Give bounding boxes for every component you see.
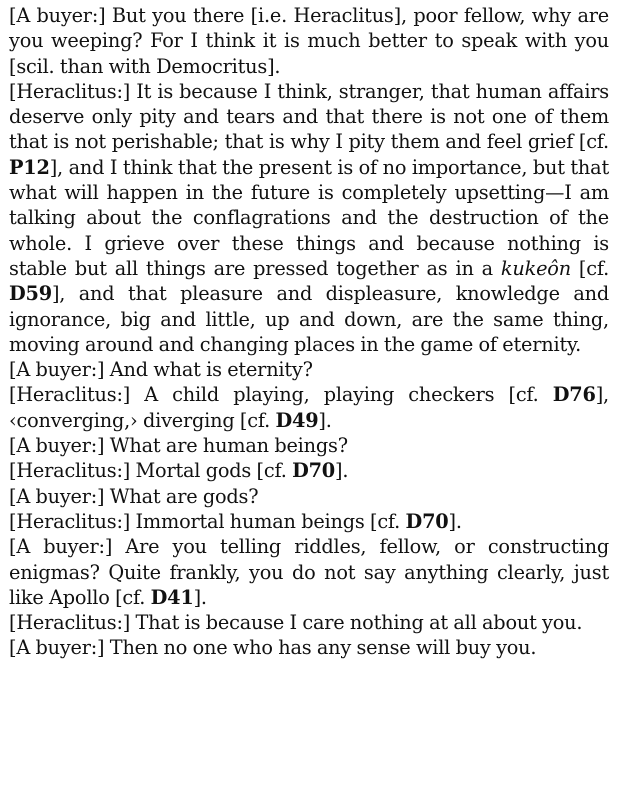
text-segment: ]. [318,408,332,432]
dialogue-paragraph [9,534,609,610]
fragment-reference: D59 [9,282,52,306]
text-segment: ]. [448,509,462,533]
fragment-reference: P12 [9,155,50,179]
dialogue-paragraph [9,458,609,483]
fragment-reference: D49 [275,408,319,432]
fragment-reference: D41 [150,585,194,609]
dialogue-paragraph [9,382,609,433]
text-segment: [Heraclitus:] That is because I care nothing at all about you. [9,611,583,635]
text-segment: ], and I think that the present is of no importance, but that what will happen in the future is completely upsetting—I am talking about the conflagrations and the destruction of the whole. I grieve over these things and because nothing is stable but all things are pressed together as in a [9,155,609,280]
text-segment: [A buyer:] Then no one who has any sense will buy you. [9,636,537,660]
text-segment: [A buyer:] What are gods? [9,484,259,508]
text-segment: [cf. [570,256,610,280]
text-segment: [A buyer:] Are you telling riddles, fellow, or constructing enigmas? Quite frankly, you do not say anything clearly, just like Apollo [cf. [9,535,609,609]
text-segment: [Heraclitus:] Immortal human beings [cf. [9,509,406,533]
text-segment: ], ‹converging,› diverging [cf. [9,383,609,432]
text-segment: ]. [335,459,349,483]
fragment-reference: D70 [405,509,449,533]
fragment-reference: D76 [552,383,596,407]
dialogue-paragraph [9,484,609,509]
dialogue-paragraph [9,635,609,660]
fragment-reference: D70 [292,459,336,483]
dialogue-paragraph [9,79,609,357]
text-segment: [A buyer:] And what is eternity? [9,358,313,382]
italic-term: kukeôn [500,256,571,280]
dialogue-paragraph [9,433,609,458]
text-segment: [Heraclitus:] It is because I think, stranger, that human affairs deserve only pity and tears and that there is not one of them that is not perishable; that is why I pity them and feel grief [cf. [9,79,609,154]
text-segment: ]. [193,585,207,609]
text-segment: [A buyer:] What are human beings? [9,434,348,458]
dialogue-paragraph [9,3,609,79]
text-segment: [Heraclitus:] A child playing, playing checkers [cf. [9,383,553,407]
dialogue-paragraph [9,509,609,534]
dialogue-text [9,3,609,661]
text-segment: [Heraclitus:] Mortal gods [cf. [9,459,293,483]
text-segment: ], and that pleasure and displeasure, knowledge and ignorance, big and little, up and down, are the same thing, moving around and changing places in the game of eternity. [9,282,609,356]
dialogue-paragraph [9,357,609,382]
dialogue-paragraph [9,610,609,635]
text-segment: [A buyer:] But you there [i.e. Heraclitus], poor fellow, why are you weeping? For I think it is much better to speak with you [scil. than with Democritus]. [9,4,609,78]
